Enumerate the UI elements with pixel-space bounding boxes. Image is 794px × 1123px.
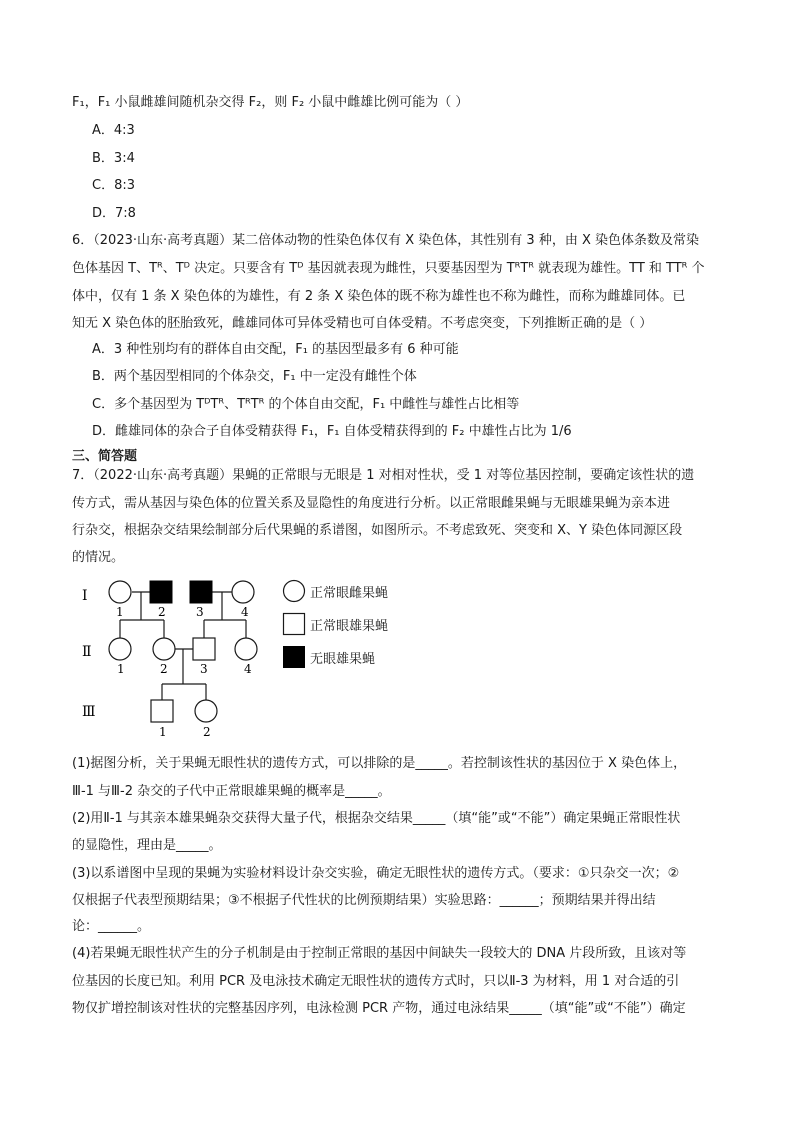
q6-stem-line-1: 6．（2023·山东·高考真题）某二倍体动物的性染色体仅有 X 染色体，其性别有 3 种，由 X 染色体条数及常染 xyxy=(72,233,699,248)
legend-normal-female-label: 正常眼雌果蝇 xyxy=(310,586,389,601)
gen2-number-2: 2 xyxy=(160,662,168,676)
gen1-number-4: 4 xyxy=(241,605,249,619)
legend-normal-female xyxy=(282,579,442,603)
gen-label-1: Ⅰ xyxy=(82,588,88,604)
q5-option-a: A．4:3 xyxy=(92,123,135,138)
q7-stem-line-4: 的情况。 xyxy=(72,550,125,565)
q6-stem-line-4: 知无 X 染色体的胚胎致死，雌雄同体可异体受精也可自体受精。不考虑突变，下列推断正确的是（ ） xyxy=(72,316,653,331)
gen2-number-4: 4 xyxy=(244,662,252,676)
gen3-number-1: 1 xyxy=(159,725,167,739)
gen2-number-3: 3 xyxy=(200,662,208,676)
q7-part-3-line-2: 仅根据子代表型预期结果；③不根据子代性状的比例预期结果）实验思路：______；预期结果并得出结 xyxy=(72,893,656,908)
q7-stem-line-1: 7．（2022·山东·高考真题）果蝇的正常眼与无眼是 1 对相对性状，受 1 对等位基因控制，要确定该性状的遗 xyxy=(72,468,695,483)
legend-eyeless-male xyxy=(282,645,442,669)
q7-part-1-line-1: (1)据图分析，关于果蝇无眼性状的遗传方式，可以排除的是_____。若控制该性状的基因位于 X 染色体上， xyxy=(72,756,687,771)
q6-option-d: D．雌雄同体的杂合子自体受精获得 F₁，F₁ 自体受精获得到的 F₂ 中雄性占比为 1/6 xyxy=(92,424,572,439)
section-heading: 三、简答题 xyxy=(72,449,138,464)
q7-part-4-line-3: 物仅扩增控制该对性状的完整基因序列，电泳检测 PCR 产物，通过电泳结果_____（填“能”或“不能”）确定 xyxy=(72,1001,686,1016)
legend-filled-square-symbol xyxy=(282,645,306,669)
individual-i-4 xyxy=(232,581,254,603)
q5-stem: F₁，F₁ 小鼠雌雄间随机杂交得 F₂，则 F₂ 小鼠中雌雄比例可能为（ ） xyxy=(72,95,469,110)
gen2-number-1: 1 xyxy=(117,662,125,676)
gen1-number-2: 2 xyxy=(158,605,166,619)
q7-part-2-line-1: (2)用Ⅱ-1 与其亲本雄果蝇杂交获得大量子代，根据杂交结果_____（填“能”或“不能”）确定果蝇正常眼性状 xyxy=(72,811,681,826)
legend-normal-male-label: 正常眼雄果蝇 xyxy=(310,619,389,634)
q6-stem-line-3: 体中，仅有 1 条 X 染色体的为雄性，有 2 条 X 染色体的既不称为雄性也不称为雌性，而称为雌雄同体。已 xyxy=(72,289,686,304)
individual-ii-4 xyxy=(235,638,257,660)
q6-option-c: C．多个基因型为 TᴰTᴿ、TᴿTᴿ 的个体自由交配，F₁ 中雌性与雄性占比相等 xyxy=(92,397,520,412)
q7-stem-line-2: 传方式，需从基因与染色体的位置关系及显隐性的角度进行分析。以正常眼雌果蝇与无眼雄果蝇为亲本进 xyxy=(72,496,671,511)
individual-i-1 xyxy=(109,581,131,603)
individual-i-3 xyxy=(190,581,212,603)
legend-circle-symbol xyxy=(282,579,306,603)
individual-i-2 xyxy=(150,581,172,603)
q6-option-a: A．3 种性别均有的群体自由交配，F₁ 的基因型最多有 6 种可能 xyxy=(92,342,459,357)
legend-normal-male xyxy=(282,612,442,636)
q7-stem-line-3: 行杂交，根据杂交结果绘制部分后代果蝇的系谱图，如图所示。不考虑致死、突变和 X、Y 染色体同源区段 xyxy=(72,523,683,538)
individual-iii-2 xyxy=(195,700,217,722)
q7-part-3-line-1: (3)以系谱图中呈现的果蝇为实验材料设计杂交实验，确定无眼性状的遗传方式。（要求：①只杂交一次；② xyxy=(72,866,680,881)
q5-option-b: B．3:4 xyxy=(92,151,135,166)
gen-label-2: Ⅱ xyxy=(82,644,92,660)
q6-option-b: B．两个基因型相同的个体杂交，F₁ 中一定没有雌性个体 xyxy=(92,369,417,384)
q7-part-2-line-2: 的显隐性，理由是_____。 xyxy=(72,838,222,853)
individual-ii-3 xyxy=(193,638,215,660)
gen3-number-2: 2 xyxy=(203,725,211,739)
q7-part-1-line-2: Ⅲ-1 与Ⅲ-2 杂交的子代中正常眼雄果蝇的概率是_____。 xyxy=(72,784,391,799)
q7-part-3-line-3: 论：______。 xyxy=(72,919,151,934)
legend-square-symbol xyxy=(282,612,306,636)
gen1-number-1: 1 xyxy=(116,605,124,619)
q6-stem-line-2: 色体基因 T、Tᴿ、Tᴰ 决定。只要含有 Tᴰ 基因就表现为雌性，只要基因型为 TᴿTᴿ 就表现为雄性。TT 和 TTᴿ 个 xyxy=(72,261,705,276)
individual-ii-2 xyxy=(153,638,175,660)
q7-part-4-line-2: 位基因的长度已知。利用 PCR 及电泳技术确定无眼性状的遗传方式时，只以Ⅱ-3 为材料，用 1 对合适的引 xyxy=(72,974,680,989)
legend-eyeless-male-label: 无眼雄果蝇 xyxy=(310,652,376,667)
individual-ii-1 xyxy=(109,638,131,660)
q5-option-d: D．7:8 xyxy=(92,206,136,221)
gen-label-3: Ⅲ xyxy=(82,704,96,720)
q5-option-c: C．8:3 xyxy=(92,178,135,193)
q7-part-4-line-1: (4)若果蝇无眼性状产生的分子机制是由于控制正常眼的基因中间缺失一段较大的 DNA 片段所致，且该对等 xyxy=(72,946,687,961)
gen1-number-3: 3 xyxy=(196,605,204,619)
individual-iii-1 xyxy=(151,700,173,722)
